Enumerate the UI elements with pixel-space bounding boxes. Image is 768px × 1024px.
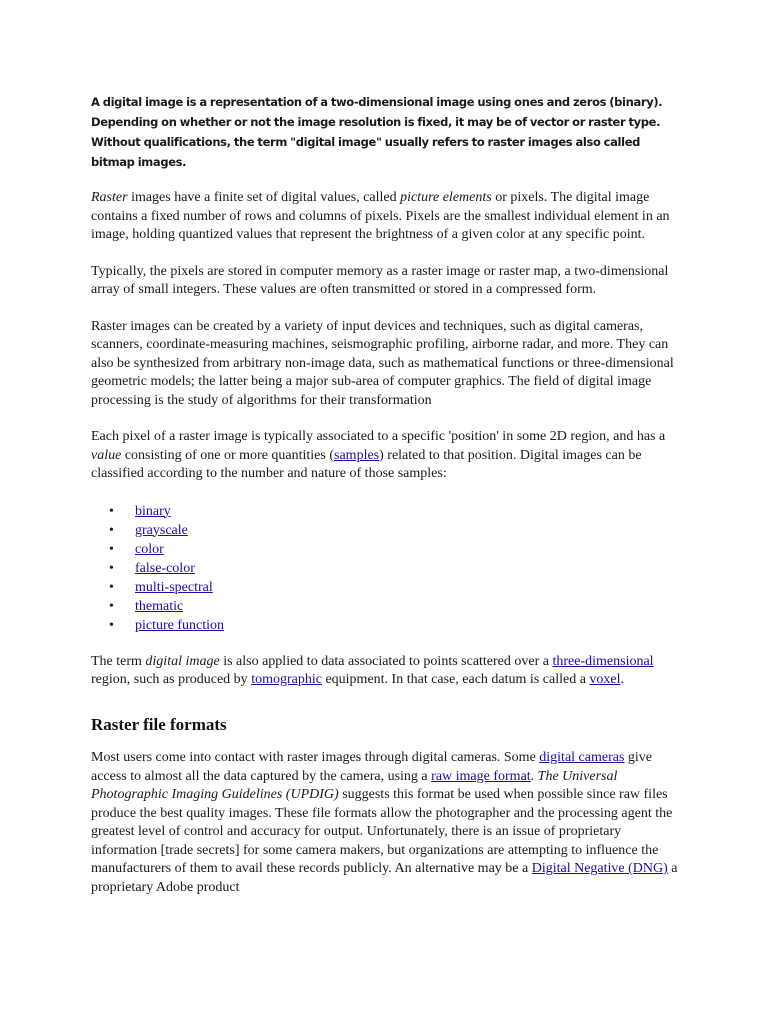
- list-item: [109, 502, 681, 521]
- document-page: [91, 92, 681, 915]
- list-item: [109, 540, 681, 559]
- digital-cameras-link[interactable]: digital cameras: [539, 750, 625, 765]
- term-text-1: The term: [91, 653, 146, 669]
- file-formats-paragraph: [91, 749, 681, 897]
- raster-term: Raster: [91, 190, 128, 205]
- bullet-icon: •: [109, 503, 114, 519]
- pixel-text-3: ) related to that position. Digital images can be classified according to the number and nature of those samples:: [91, 447, 642, 481]
- term-text-3: region, such as produced by: [91, 672, 252, 687]
- term-text-5: .: [620, 672, 625, 687]
- color-link[interactable]: color: [135, 541, 164, 557]
- three-dimensional-link[interactable]: three-dimensional: [552, 653, 654, 669]
- intro-paragraph: A digital image is a representation of a two-dimensional image using ones and zeros (binary). Depending on whether or not the image resolution is fixed, it may be of vector or raster type. Without qualifications, the term "digital image" usually refers to raster images also called bitmap images.: [91, 95, 663, 169]
- sample-type-list: [91, 502, 681, 635]
- digital-negative-link[interactable]: Digital Negative (DNG): [531, 861, 668, 876]
- value-term: value: [91, 447, 122, 463]
- multi-spectral-link[interactable]: multi-spectral: [135, 579, 213, 595]
- bullet-icon: •: [109, 522, 114, 538]
- digital-image-term: digital image: [145, 653, 220, 669]
- raw-image-format-link[interactable]: raw image format: [431, 768, 531, 784]
- term-text-4: equipment. In that case, each datum is called a: [321, 672, 590, 687]
- formats-text-4: suggests this format be used when possible since raw files produce the best quality images. These file formats allow the photographer and the processing agent the greatest level of control and accuracy for output. Unfortunately, there is an issue of proprietary information [trade secrets] for some camera makers, but organizations are attempting to influence the manufacturers of them to avail these records publicly. An alternative may be a: [91, 787, 673, 876]
- updig-title: The Universal Photographic Imaging Guidelines (UPDIG): [91, 768, 618, 802]
- term-text-2: is also applied to data associated to points scattered over a: [219, 653, 553, 669]
- picture-function-link[interactable]: picture function: [135, 617, 225, 633]
- formats-text-1: Most users come into contact with raster images through digital cameras. Some: [91, 750, 540, 765]
- bullet-icon: •: [109, 579, 114, 595]
- thematic-link[interactable]: thematic: [135, 598, 184, 614]
- formats-text-2: give access to almost all the data captured by the camera, using a: [91, 750, 653, 784]
- raster-paragraph: [91, 189, 681, 245]
- formats-text-3: .: [530, 768, 538, 784]
- list-item: [109, 616, 681, 635]
- false-color-link[interactable]: false-color: [135, 560, 195, 576]
- list-item: [109, 559, 681, 578]
- voxel-link[interactable]: voxel: [589, 672, 621, 687]
- samples-link[interactable]: samples: [334, 447, 380, 463]
- bullet-icon: •: [109, 617, 114, 633]
- pixel-text-1: Each pixel of a raster image is typically associated to a specific 'position' in some 2D region, and has a: [91, 429, 666, 444]
- grayscale-link[interactable]: grayscale: [135, 522, 188, 538]
- raster-text-2: or pixels. The digital image contains a fixed number of rows and columns of pixels. Pixels are the smallest individual element in an image, holding quantized values that represent the brightness of a given color at any specific point.: [91, 190, 670, 242]
- bullet-icon: •: [109, 560, 114, 576]
- binary-link[interactable]: binary: [135, 503, 171, 519]
- formats-text-5: a proprietary Adobe product: [91, 861, 678, 895]
- tomographic-link[interactable]: tomographic: [251, 672, 322, 687]
- pixel-position-paragraph: [91, 428, 681, 484]
- list-item: [109, 521, 681, 540]
- section-heading-raster-file-formats: Raster file formats: [91, 714, 227, 734]
- pixel-text-2: consisting of one or more quantities (: [121, 447, 335, 463]
- bullet-icon: •: [109, 598, 114, 614]
- bullet-icon: •: [109, 541, 114, 557]
- list-item: [109, 597, 681, 616]
- raster-text-1: images have a finite set of digital values, called: [127, 190, 401, 205]
- raster-creation-paragraph: Raster images can be created by a variety of input devices and techniques, such as digital cameras, scanners, coordinate-measuring machines, seismographic profiling, airborne radar, and more. They can also be synthesized from arbitrary non-image data, such as mathematical functions or three-dimensional geometric models; the latter being a major sub-area of computer graphics. The field of digital image processing is the study of algorithms for their transformation: [91, 318, 674, 408]
- pixels-storage-paragraph: Typically, the pixels are stored in computer memory as a raster image or raster map, a two-dimensional array of small integers. These values are often transmitted or stored in a compressed form.: [91, 263, 669, 297]
- list-item: [109, 578, 681, 597]
- picture-elements-term: picture elements: [400, 190, 492, 205]
- digital-image-term-paragraph: [91, 653, 681, 690]
